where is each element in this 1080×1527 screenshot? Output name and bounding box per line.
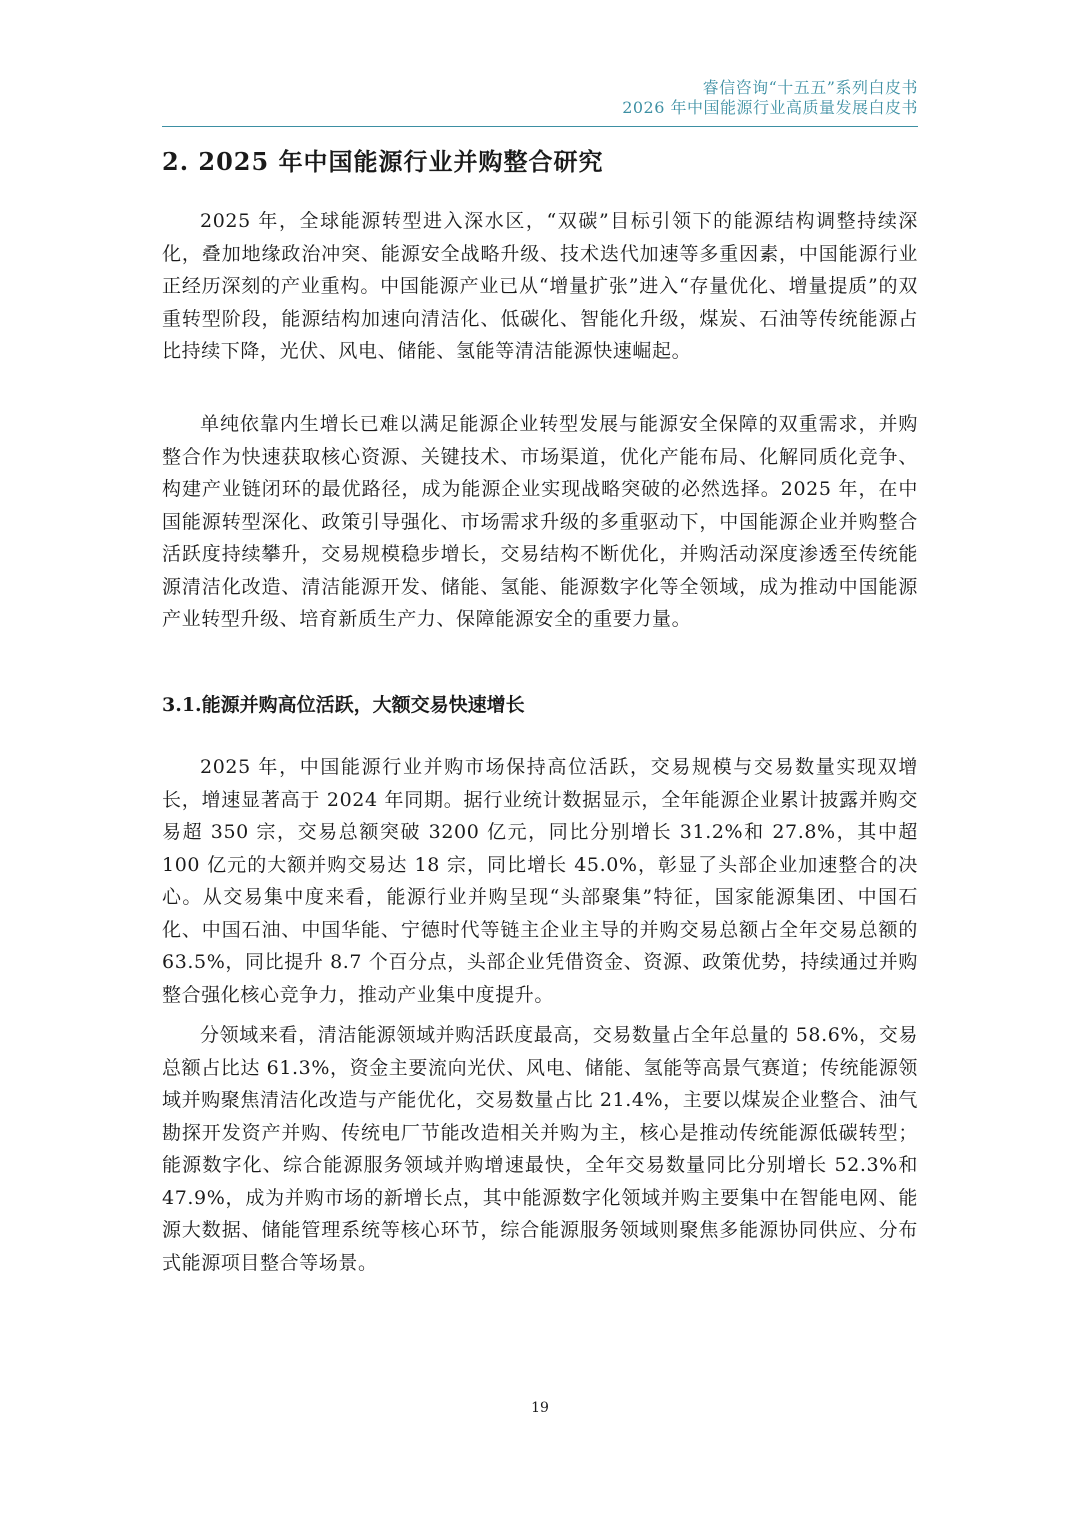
subsection-title: 3.1.能源并购高位活跃，大额交易快速增长 <box>162 694 525 716</box>
page-number: 19 <box>531 1400 549 1416</box>
header-divider <box>162 126 918 127</box>
page-header <box>622 78 918 118</box>
section-paragraph-1: 2025 年，全球能源转型进入深水区，“双碳”目标引领下的能源结构调整持续深化，叠加地缘政治冲突、能源安全战略升级、技术迭代加速等多重因素，中国能源行业正经历深刻的产业重构。中国能源产业已从“增量扩张”进入“存量优化、增量提质”的双重转型阶段，能源结构加速向清洁化、低碳化、智能化升级，煤炭、石油等传统能源占比持续下降，光伏、风电、储能、氢能等清洁能源快速崛起。 <box>162 210 918 362</box>
subsection-paragraph-1: 2025 年，中国能源行业并购市场保持高位活跃，交易规模与交易数量实现双增长，增速显著高于 2024 年同期。据行业统计数据显示，全年能源企业累计披露并购交易超 350 宗，交易总额突破 3200 亿元，同比分别增长 31.2%和 27.8%，其中超 100 亿元的大额并购交易达 18 宗，同比增长 45.0%，彰显了头部企业加速整合的决心。从交易集中度来看，能源行业并购呈现“头部聚集”特征，国家能源集团、中国石化、中国石油、中国华能、宁德时代等链主企业主导的并购交易总额占全年交易总额的 63.5%，同比提升 8.7 个百分点，头部企业凭借资金、资源、政策优势，持续通过并购整合强化核心竞争力，推动产业集中度提升。 <box>162 756 918 1006</box>
header-series-title: 睿信咨询“十五五”系列白皮书 <box>702 78 918 97</box>
subsection-paragraph-2: 分领域来看，清洁能源领域并购活跃度最高，交易数量占全年总量的 58.6%，交易总额占比达 61.3%，资金主要流向光伏、风电、储能、氢能等高景气赛道；传统能源领域并购聚焦清洁化改造与产能优化，交易数量占比 21.4%，主要以煤炭企业整合、油气勘探开发资产并购、传统电厂节能改造相关并购为主，核心是推动传统能源低碳转型；能源数字化、综合能源服务领域并购增速最快，全年交易数量同比分别增长 52.3%和 47.9%，成为并购市场的新增长点，其中能源数字化领域并购主要集中在智能电网、能源大数据、储能管理系统等核心环节，综合能源服务领域则聚焦多能源协同供应、分布式能源项目整合等场景。 <box>162 1024 918 1274</box>
section-paragraph-2: 单纯依靠内生增长已难以满足能源企业转型发展与能源安全保障的双重需求，并购整合作为快速获取核心资源、关键技术、市场渠道，优化产能布局、化解同质化竞争、构建产业链闭环的最优路径，成为能源企业实现战略突破的必然选择。2025 年，在中国能源转型深化、政策引导强化、市场需求升级的多重驱动下，中国能源企业并购整合活跃度持续攀升，交易规模稳步增长，交易结构不断优化，并购活动深度渗透至传统能源清洁化改造、清洁能源开发、储能、氢能、能源数字化等全领域，成为推动中国能源产业转型升级、培育新质生产力、保障能源安全的重要力量。 <box>162 413 918 630</box>
section-title: 2. 2025 年中国能源行业并购整合研究 <box>162 147 604 176</box>
header-document-title: 2026 年中国能源行业高质量发展白皮书 <box>622 98 918 117</box>
